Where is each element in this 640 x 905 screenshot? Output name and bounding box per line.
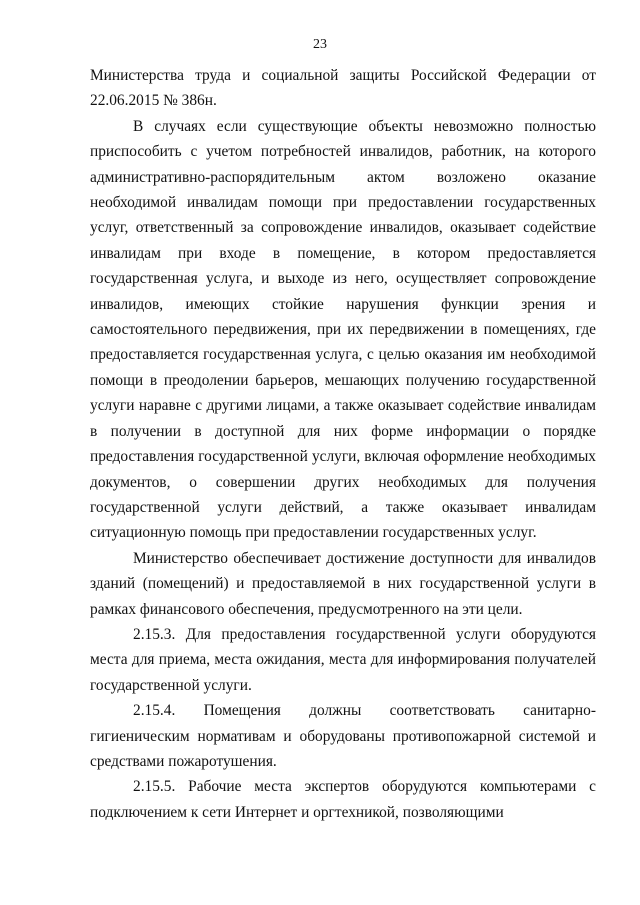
paragraph-ministry-accessibility: Министерство обеспечивает достижение доступности для инвалидов зданий (помещений) и предоставляемой в них государственной услуги в рамках финансового обеспечения, предусмотренного на эти цели. xyxy=(90,549,596,618)
paragraph-2-15-3: 2.15.3. Для предоставления государственной услуги оборудуются места для приема, места ожидания, места для информирования получателей государственной услуги. xyxy=(90,625,596,694)
document-body xyxy=(90,63,596,825)
page-number: 23 xyxy=(313,37,327,52)
paragraph-2-15-5: 2.15.5. Рабочие места экспертов оборудуются компьютерами с подключением к сети Интернет и оргтехникой, позволяющими xyxy=(90,778,596,821)
paragraph-disabled-assistance: В случаях если существующие объекты невозможно полностью приспособить с учетом потребностей инвалидов, работник, на которого административно-распорядительным актом возложено оказание необходимой инвалидам помощи при предоставлении государственных услуг, ответственный за сопровождение инвалидов, оказывает содействие инвалидам при входе в помещение, в котором предоставляется государственная услуга, и выходе из него, осуществляет сопровождение инвалидов, имеющих стойкие нарушения функции зрения и самостоятельного передвижения, при их передвижении в помещениях, где предоставляется государственная услуга, с целью оказания им необходимой помощи в преодолении барьеров, мешающих получению государственной услуги наравне с другими лицами, а также оказывает содействие инвалидам в получении в доступной для них форме информации о порядке предоставления государственной услуги, включая оформление необходимых документов, о совершении других необходимых для получения государственной услуги действий, а также оказывает инвалидам ситуационную помощь при предоставлении государственных услуг. xyxy=(90,117,596,542)
paragraph-2-15-4: 2.15.4. Помещения должны соответствовать санитарно-гигиеническим нормативам и оборудованы противопожарной системой и средствами пожаротушения. xyxy=(90,702,596,770)
paragraph-order-reference: Министерства труда и социальной защиты Российской Федерации от 22.06.2015 № 386н. xyxy=(90,67,596,110)
